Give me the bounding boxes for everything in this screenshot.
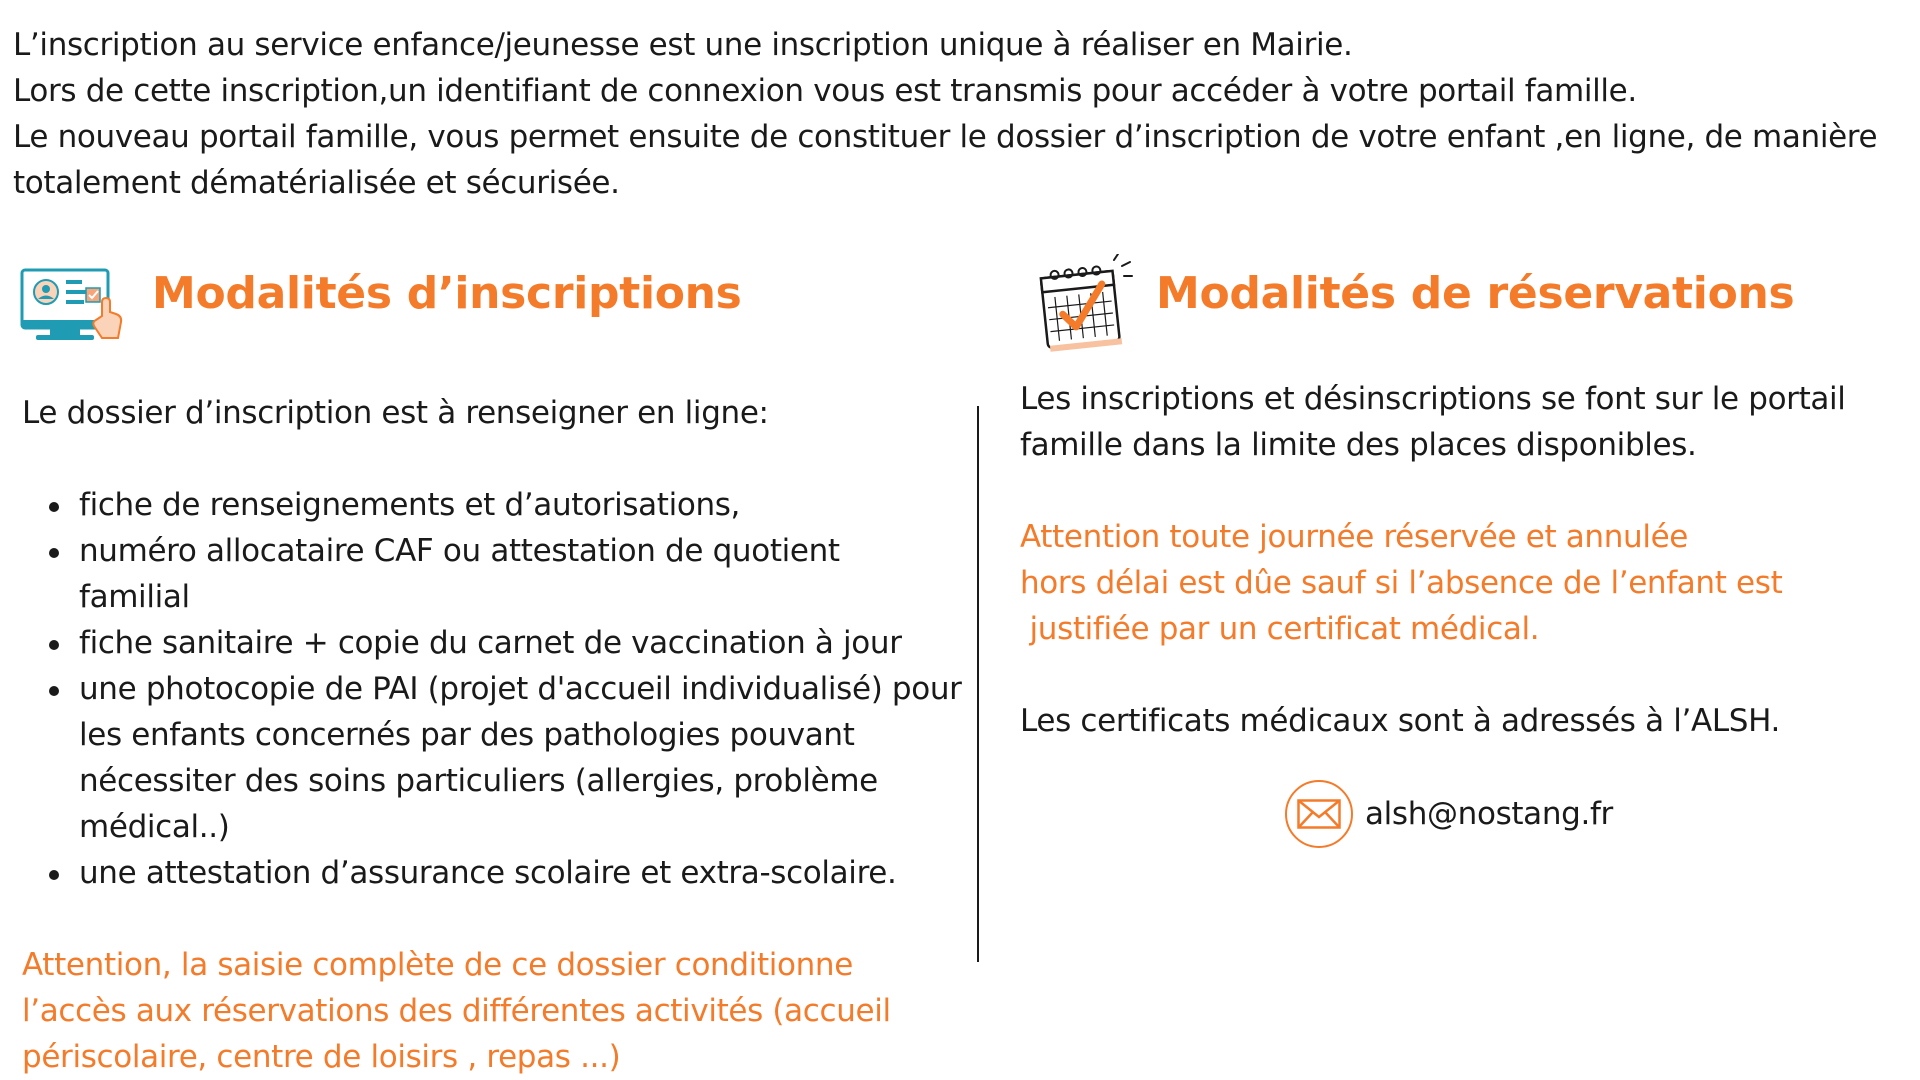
column-divider	[977, 406, 979, 962]
computer-screen-form-icon	[20, 266, 124, 348]
intro-line: Lors de cette inscription,un identifiant de connexion vous est transmis pour accéder à votre portail famille.	[13, 73, 1637, 109]
inscriptions-intro: Le dossier d’inscription est à renseigner en ligne:	[22, 395, 769, 431]
calendar-check-icon	[1032, 254, 1136, 358]
warning-line: périscolaire, centre de loisirs , repas ...)	[22, 1039, 621, 1075]
email-contact[interactable]	[1285, 779, 1613, 849]
email-link[interactable]: alsh@nostang.fr	[1365, 796, 1613, 832]
list-item-text: fiche sanitaire + copie du carnet de vaccination à jour	[79, 625, 902, 661]
intro-line: totalement dématérialisée et sécurisée.	[13, 165, 620, 201]
list-item-text: numéro allocataire CAF ou attestation de quotient familial	[79, 533, 840, 615]
certificats-text: Les certificats médicaux sont à adressés à l’ALSH.	[1020, 703, 1781, 739]
reservations-heading: Modalités de réservations	[1156, 268, 1795, 319]
reservations-text-line: famille dans la limite des places disponibles.	[1020, 427, 1697, 463]
reservations-section	[1020, 376, 1900, 744]
warning-line: Attention toute journée réservée et annulée	[1020, 519, 1689, 555]
documents-list	[22, 482, 962, 896]
envelope-icon	[1285, 780, 1353, 848]
inscriptions-section	[22, 390, 962, 1080]
reservations-warning	[1020, 514, 1900, 652]
inscriptions-heading: Modalités d’inscriptions	[152, 268, 742, 319]
list-item	[22, 620, 962, 666]
warning-line: justifiée par un certificat médical.	[1020, 611, 1540, 647]
intro-line: Le nouveau portail famille, vous permet ensuite de constituer le dossier d’inscription de votre enfant ,en ligne, de manière	[13, 119, 1878, 155]
list-item-text: une photocopie de PAI (projet d'accueil individualisé) pour les enfants concernés par des pathologies pouvant nécessiter des soins particuliers (allergies, problème médical..)	[79, 671, 962, 845]
reservations-text-line: Les inscriptions et désinscriptions se font sur le portail	[1020, 381, 1846, 417]
list-item	[22, 850, 962, 896]
intro-text	[13, 22, 1913, 206]
warning-line: Attention, la saisie complète de ce dossier conditionne	[22, 947, 853, 983]
list-item	[22, 482, 962, 528]
warning-line: l’accès aux réservations des différentes activités (accueil	[22, 993, 891, 1029]
intro-line: L’inscription au service enfance/jeunesse est une inscription unique à réaliser en Mairie.	[13, 27, 1353, 63]
warning-line: hors délai est dûe sauf si l’absence de l’enfant est	[1020, 565, 1783, 601]
list-item	[22, 666, 972, 850]
list-item	[22, 528, 882, 620]
inscriptions-warning	[22, 942, 962, 1080]
list-item-text: fiche de renseignements et d’autorisations,	[79, 487, 741, 523]
list-item-text: une attestation d’assurance scolaire et extra-scolaire.	[79, 855, 897, 891]
